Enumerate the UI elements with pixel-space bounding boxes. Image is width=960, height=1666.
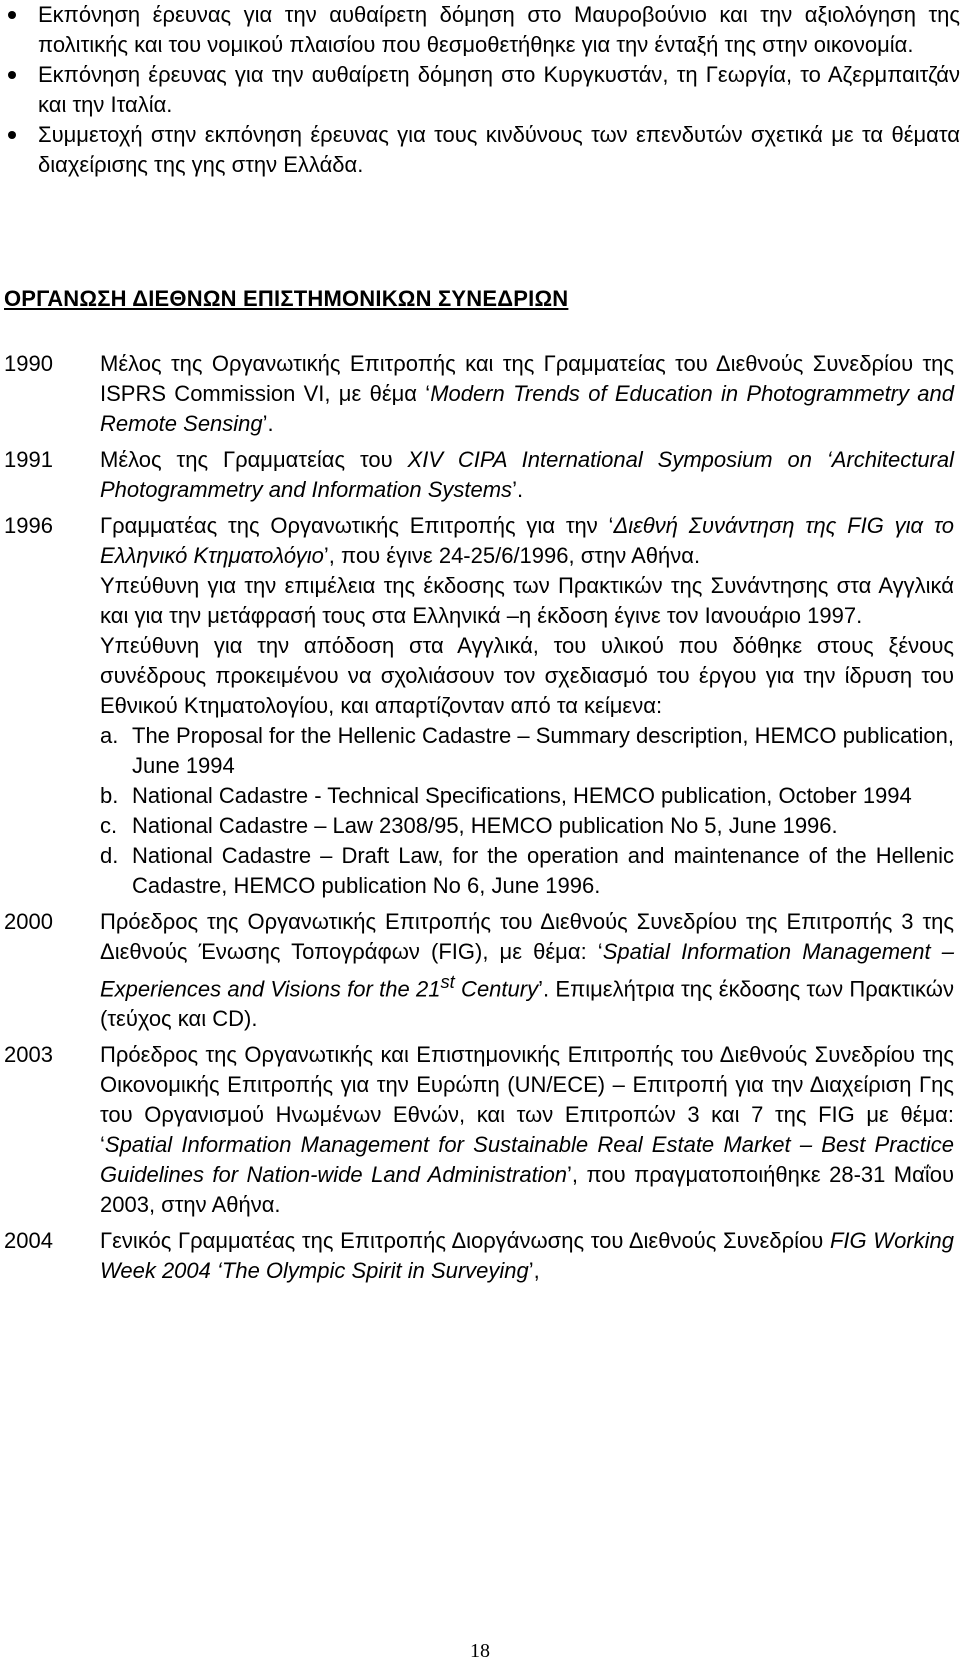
entry-1996: [4, 511, 954, 901]
entry-year: 2004: [4, 1228, 53, 1254]
publication-item: d. National Cadastre – Draft Law, for the operation and maintenance of the Hellenic Cadastre, HEMCO publication No 6, June 1996.: [100, 843, 954, 898]
entry-year: 1991: [4, 447, 53, 472]
entry-text: Μέλος της Οργανωτικής Επιτροπής και της Γραμματείας του Διεθνούς Συνεδρίου της ISPRS Commission VI, με θέμα ‘Modern Trends of Education in Photogrammetry and Remote Sensing’.: [100, 351, 955, 436]
entry-text: Γενικός Γραμματέας της Επιτροπής Διοργάνωσης του Διεθνούς Συνεδρίου FIG Working Week 2004 ‘The Olympic Spirit in Surveying’,: [100, 1228, 954, 1284]
section-heading: ΟΡΓΑΝΩΣΗ ΔΙΕΘΝΩΝ ΕΠΙΣΤΗΜΟΝΙΚΩΝ ΣΥΝΕΔΡΙΩΝ: [4, 286, 569, 311]
entry-year: 1996: [4, 513, 53, 538]
entry-paragraph: Υπεύθυνη για την επιμέλεια της έκδοσης των Πρακτικών της Συνάντησης στα Αγγλικά και για την μετάφρασή τους στα Ελληνικά –η έκδοση έγινε τον Ιανουάριο 1997.: [100, 573, 954, 628]
entry-paragraph: Υπεύθυνη για την απόδοση στα Αγγλικά, του υλικού που δόθηκε στους ξένους συνέδρους προκειμένου να σχολιάσουν τον σχεδιασμό του έργου για την ίδρυση του Εθνικού Κτηματολογίου, και απαρτίζονταν από τα κείμενα:: [100, 633, 954, 718]
bullet-item: Εκπόνηση έρευνας για την αυθαίρετη δόμηση στο Μαυροβούνιο και την αξιολόγηση της πολιτικής και του νομικού πλαισίου που θεσμοθετήθηκε για την ένταξή της στην οικονομία.: [0, 0, 960, 60]
entry-2003: [4, 1040, 954, 1220]
publication-item: b. National Cadastre - Technical Specifications, HEMCO publication, October 1994: [100, 783, 912, 808]
publication-item: c. National Cadastre – Law 2308/95, HEMCO publication No 5, June 1996.: [100, 813, 838, 838]
entry-year: 2003: [4, 1042, 53, 1068]
bullet-dot-icon: [8, 71, 16, 79]
entry-text: Πρόεδρος της Οργανωτικής και Επιστημονικής Επιτροπής του Διεθνούς Συνεδρίου της Οικονομικής Επιτροπής για την Ευρώπη (UN/ECE) – Επιτροπή για την Διαχείριση Γης του Οργανισμού Ηνωμένων Εθνών, και των Επιτροπών 3 και 7 της FIG με θέμα: ‘Spatial Information Management for Sustainable Real Estate Market – Best Practice Guidelines for Nation-wide Land Administration’, που πραγματοποιήθηκε 28-31 Μαΐου 2003, στην Αθήνα.: [100, 1042, 954, 1218]
bullet-list: [0, 0, 960, 180]
entry-text: Μέλος της Γραμματείας του XIV CIPA International Symposium on ‘Architectural Photogrammetry and Information Systems’.: [100, 447, 954, 502]
bullet-dot-icon: [8, 11, 16, 19]
bullet-dot-icon: [8, 131, 16, 139]
entry-1991: [4, 445, 954, 505]
entry-paragraph: Γραμματέας της Οργανωτικής Επιτροπής για την ‘Διεθνή Συνάντηση της FIG για το Ελληνικό Κτηματολόγιο’, που έγινε 24-25/6/1996, στην Αθήνα.: [100, 513, 954, 568]
entry-2000: [4, 907, 954, 1034]
entry-1990: [4, 349, 954, 439]
entry-2004: [4, 1226, 954, 1286]
entry-year: 1990: [4, 351, 53, 376]
entry-year: 2000: [4, 909, 53, 934]
bullet-item: Εκπόνηση έρευνας για την αυθαίρετη δόμηση στο Κυργκυστάν, τη Γεωργία, το Αζερμπαιτζάν και την Ιταλία.: [0, 60, 960, 120]
entry-text: Πρόεδρος της Οργανωτικής Επιτροπής του Διεθνούς Συνεδρίου της Επιτροπής 3 της Διεθνούς Ένωσης Τοπογράφων (FIG), με θέμα: ‘Spatial Information Management – Experiences and Visions for the 21st Century’. Επιμελήτρια της έκδοσης των Πρακτικών (τεύχος και CD).: [100, 909, 954, 1032]
entry-text: [100, 511, 954, 901]
publication-list: [100, 721, 954, 901]
publication-item: a. The Proposal for the Hellenic Cadastre – Summary description, HEMCO publication, June 1994: [100, 723, 954, 778]
page-number: 18: [470, 1640, 490, 1662]
bullet-item: Συμμετοχή στην εκπόνηση έρευνας για τους κινδύνους των επενδυτών σχετικά με τα θέματα διαχείρισης της γης στην Ελλάδα.: [0, 120, 960, 180]
conference-entries: [4, 349, 954, 1292]
